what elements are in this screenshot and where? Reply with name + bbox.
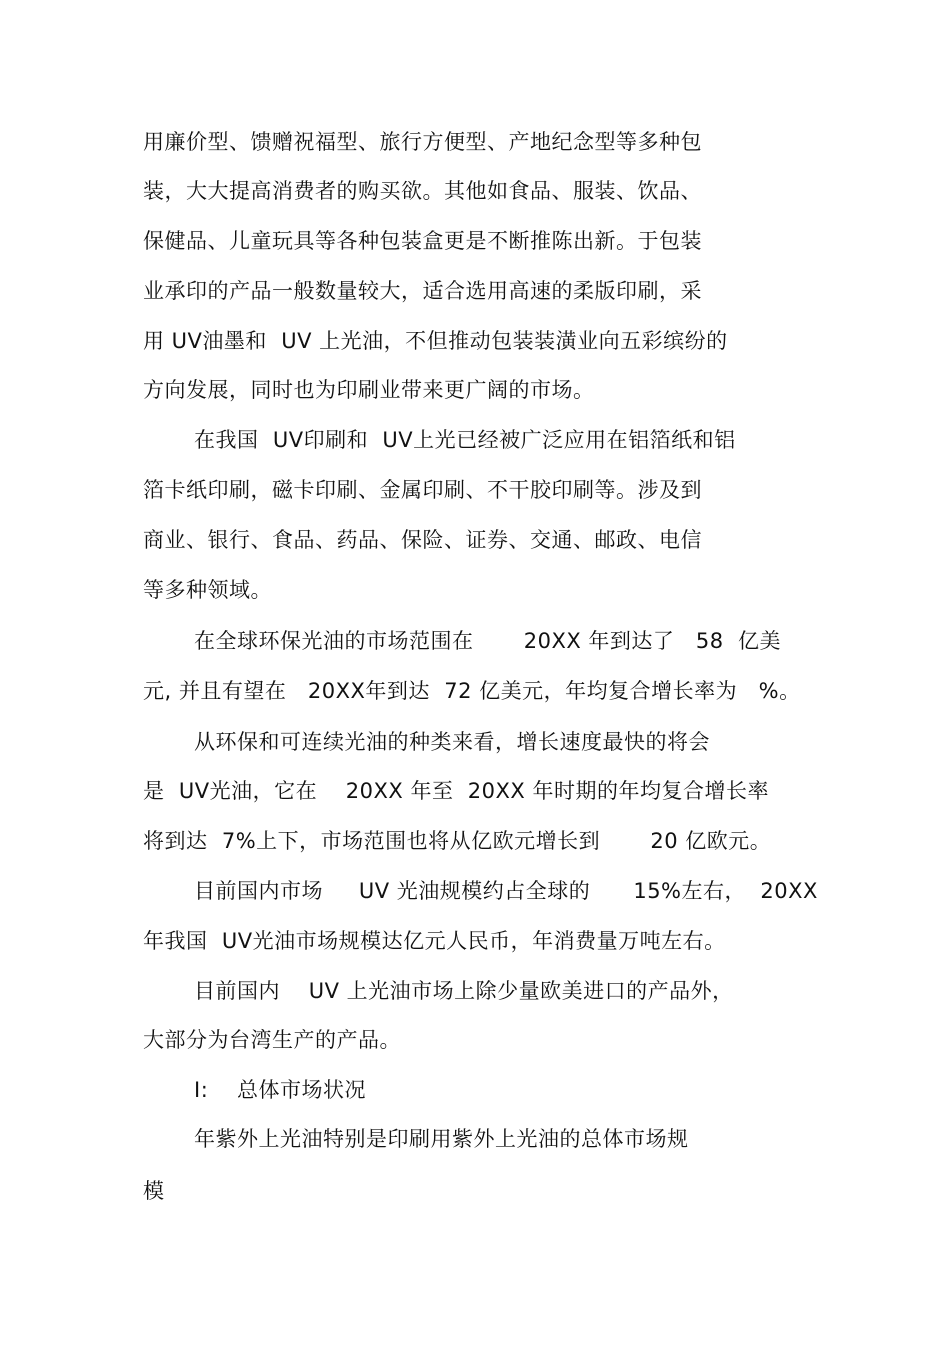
- text-line: 在我国 UV印刷和 UV上光已经被广泛应用在铝箔纸和铝: [194, 428, 736, 452]
- text-line: 从环保和可连续光油的种类来看，增长速度最快的将会: [194, 730, 710, 754]
- text-line: 等多种领域。: [143, 578, 272, 602]
- section-heading: I: 总体市场状况: [194, 1078, 366, 1102]
- text-line: 箔卡纸印刷，磁卡印刷、金属印刷、不干胶印刷等。涉及到: [143, 478, 702, 502]
- text-line: 将到达 7%上下，市场范围也将从亿欧元增长到 20 亿欧元。: [143, 829, 772, 853]
- text-line: 年我国 UV光油市场规模达亿元人民币，年消费量万吨左右。: [143, 929, 726, 953]
- text-line: 大部分为台湾生产的产品。: [143, 1028, 401, 1052]
- text-line: 元, 并且有望在 20XX年到达 72 亿美元，年均复合增长率为 %。: [143, 679, 801, 703]
- text-line: 商业、银行、食品、药品、保险、证券、交通、邮政、电信: [143, 528, 702, 552]
- text-line: 是 UV光油，它在 20XX 年至 20XX 年时期的年均复合增长率: [143, 779, 769, 803]
- text-line: 用 UV油墨和 UV 上光油，不但推动包装装潢业向五彩缤纷的: [143, 329, 728, 353]
- text-line: 目前国内市场 UV 光油规模约占全球的 15%左右， 20XX: [194, 879, 818, 903]
- text-line: 年紫外上光油特别是印刷用紫外上光油的总体市场规: [194, 1127, 689, 1151]
- text-line: 模: [143, 1179, 165, 1203]
- text-line: 用廉价型、馈赠祝福型、旅行方便型、产地纪念型等多种包: [143, 130, 702, 154]
- text-line: 方向发展，同时也为印刷业带来更广阔的市场。: [143, 378, 595, 402]
- text-line: 在全球环保光油的市场范围在 20XX 年到达了 58 亿美: [194, 629, 781, 653]
- text-line: 保健品、儿童玩具等各种包装盒更是不断推陈出新。于包装: [143, 229, 702, 253]
- text-line: 业承印的产品一般数量较大，适合选用高速的柔版印刷，采: [143, 279, 702, 303]
- text-line: 目前国内 UV 上光油市场上除少量欧美进口的产品外，: [194, 979, 734, 1003]
- text-line: 装，大大提高消费者的购买欲。其他如食品、服装、饮品、: [143, 179, 702, 203]
